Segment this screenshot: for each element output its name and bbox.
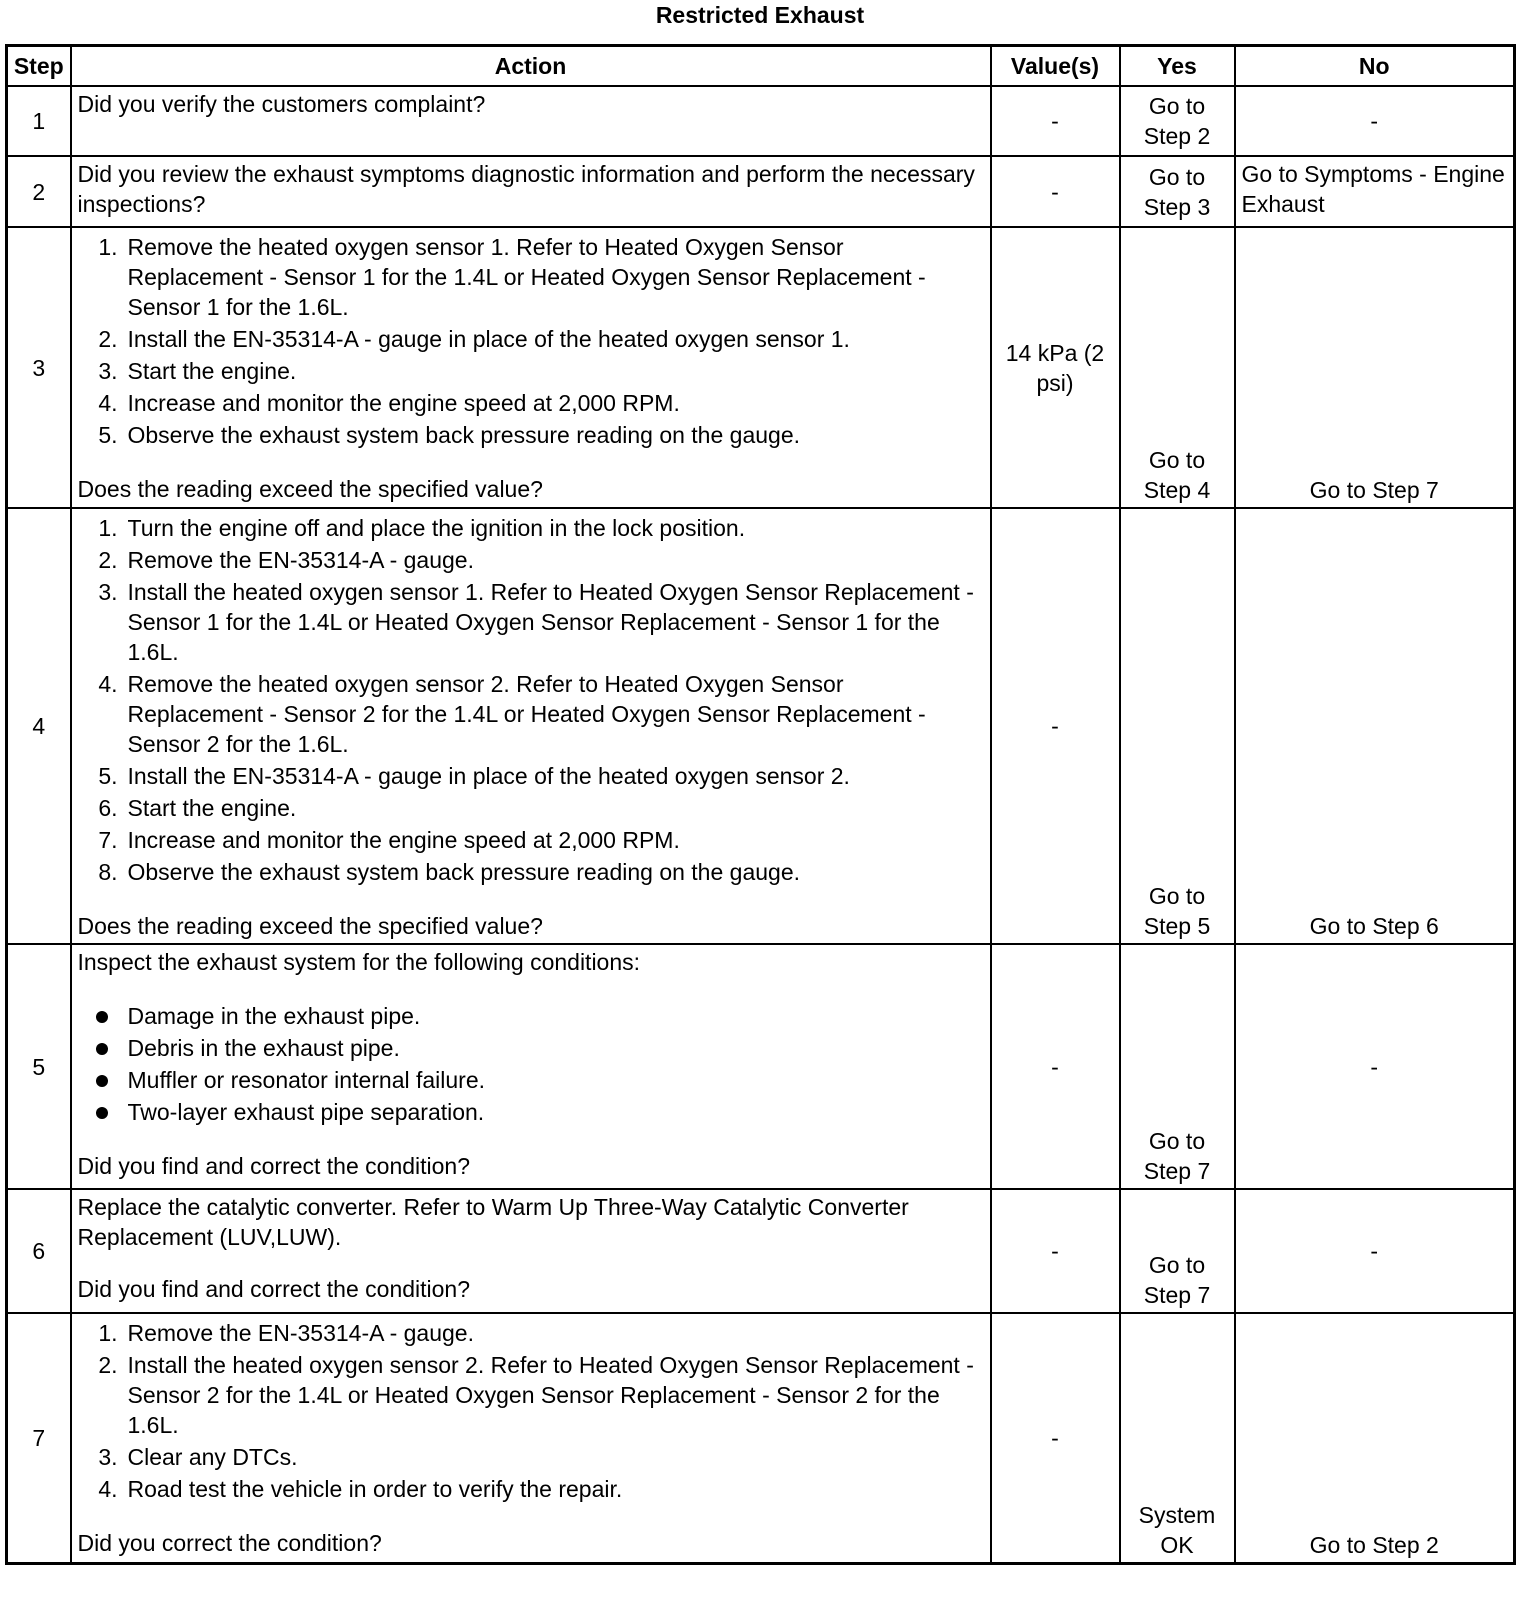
value-cell: - (991, 156, 1120, 227)
header-no: No (1235, 46, 1515, 87)
list-item: 1. Remove the heated oxygen sensor 1. Refer to Heated Oxygen Sensor Replacement - Sensor 1 for the 1.4L or Heated Oxygen Sensor Replacement - Sensor 1 for the 1.6L. (98, 234, 926, 320)
action-question: Did you correct the condition? (77, 1530, 382, 1556)
list-item: Damage in the exhaust pipe. (78, 1001, 984, 1031)
list-item: 5. Install the EN-35314-A - gauge in place of the heated oxygen sensor 2. (98, 763, 850, 789)
condition-list (78, 1001, 984, 1127)
action-question: Did you find and correct the condition? (77, 1153, 471, 1179)
table-row (7, 508, 1515, 944)
yes-cell: Go to Step 2 (1120, 86, 1235, 156)
action-cell (71, 227, 991, 508)
action-steps (78, 513, 984, 887)
page-title: Restricted Exhaust (655, 2, 865, 28)
list-item: 1. Turn the engine off and place the ignition in the lock position. (98, 515, 746, 541)
step-number: 3 (7, 227, 71, 508)
list-item: 3. Clear any DTCs. (98, 1444, 298, 1470)
action-steps (78, 232, 984, 450)
diagnostic-table (5, 44, 1516, 1565)
value-cell: - (991, 1313, 1120, 1563)
no-cell: - (1235, 944, 1515, 1189)
value-cell: 14 kPa (2 psi) (991, 227, 1120, 508)
no-cell: Go to Symptoms - Engine Exhaust (1235, 156, 1515, 227)
table-row (7, 1313, 1515, 1563)
list-item: 2. Remove the EN-35314-A - gauge. (98, 547, 474, 573)
list-item: Muffler or resonator internal failure. (78, 1065, 984, 1095)
list-item: 5. Observe the exhaust system back pressure reading on the gauge. (98, 422, 801, 448)
step-number: 2 (7, 156, 71, 227)
yes-cell: Go to Step 4 (1120, 227, 1235, 508)
no-cell: Go to Step 2 (1235, 1313, 1515, 1563)
header-values: Value(s) (991, 46, 1120, 87)
header-row (7, 46, 1515, 87)
no-cell: - (1235, 1189, 1515, 1313)
list-item: 4. Increase and monitor the engine speed at 2,000 RPM. (98, 390, 680, 416)
list-item: 2. Install the heated oxygen sensor 2. Refer to Heated Oxygen Sensor Replacement - Sensor 2 for the 1.4L or Heated Oxygen Sensor Replacement - Sensor 2 for the 1.6L. (98, 1352, 974, 1438)
action-intro: Inspect the exhaust system for the following conditions: (77, 949, 641, 975)
header-action: Action (71, 46, 991, 87)
action-steps (78, 1318, 984, 1504)
list-item: 1. Remove the EN-35314-A - gauge. (98, 1320, 474, 1346)
action-question: Did you verify the customers complaint? (77, 91, 486, 117)
value-cell: - (991, 944, 1120, 1189)
table-row (7, 1189, 1515, 1313)
action-cell (71, 86, 991, 156)
value-cell: - (991, 1189, 1120, 1313)
yes-cell: Go to Step 5 (1120, 508, 1235, 944)
table-row (7, 944, 1515, 1189)
list-item: Debris in the exhaust pipe. (78, 1033, 984, 1063)
yes-cell: System OK (1120, 1313, 1235, 1563)
list-item: 3. Start the engine. (98, 358, 297, 384)
step-number: 4 (7, 508, 71, 944)
action-cell (71, 944, 991, 1189)
value-cell: - (991, 86, 1120, 156)
header-yes: Yes (1120, 46, 1235, 87)
action-question: Does the reading exceed the specified value? (77, 913, 543, 939)
list-item: 6. Start the engine. (98, 795, 297, 821)
list-item: 2. Install the EN-35314-A - gauge in place of the heated oxygen sensor 1. (98, 326, 850, 352)
action-question: Did you review the exhaust symptoms diagnostic information and perform the necessary inspections? (77, 161, 975, 217)
bullet-icon (96, 1107, 108, 1119)
yes-cell: Go to Step 7 (1120, 944, 1235, 1189)
no-cell: - (1235, 86, 1515, 156)
action-cell (71, 1313, 991, 1563)
action-question: Does the reading exceed the specified value? (77, 476, 543, 502)
header-step: Step (7, 46, 71, 87)
bullet-icon (96, 1075, 108, 1087)
action-intro: Replace the catalytic converter. Refer to Warm Up Three-Way Catalytic Converter Replacement (LUV,LUW). (77, 1194, 909, 1250)
no-cell: Go to Step 7 (1235, 227, 1515, 508)
list-item: 7. Increase and monitor the engine speed at 2,000 RPM. (98, 827, 680, 853)
table-row (7, 227, 1515, 508)
list-item: 4. Road test the vehicle in order to verify the repair. (98, 1476, 623, 1502)
action-cell (71, 508, 991, 944)
list-item: 4. Remove the heated oxygen sensor 2. Refer to Heated Oxygen Sensor Replacement - Sensor 2 for the 1.4L or Heated Oxygen Sensor Replacement - Sensor 2 for the 1.6L. (98, 671, 926, 757)
table-row (7, 86, 1515, 156)
yes-cell: Go to Step 3 (1120, 156, 1235, 227)
action-cell (71, 1189, 991, 1313)
step-number: 7 (7, 1313, 71, 1563)
step-number: 5 (7, 944, 71, 1189)
bullet-icon (96, 1043, 108, 1055)
action-question: Did you find and correct the condition? (77, 1276, 471, 1302)
action-cell (71, 156, 991, 227)
no-cell: Go to Step 6 (1235, 508, 1515, 944)
list-item: Two-layer exhaust pipe separation. (78, 1097, 984, 1127)
bullet-icon (96, 1011, 108, 1023)
value-cell: - (991, 508, 1120, 944)
step-number: 1 (7, 86, 71, 156)
list-item: 8. Observe the exhaust system back pressure reading on the gauge. (98, 859, 801, 885)
step-number: 6 (7, 1189, 71, 1313)
yes-cell: Go to Step 7 (1120, 1189, 1235, 1313)
list-item: 3. Install the heated oxygen sensor 1. Refer to Heated Oxygen Sensor Replacement - Sensor 1 for the 1.4L or Heated Oxygen Sensor Replacement - Sensor 1 for the 1.6L. (98, 579, 974, 665)
table-row (7, 156, 1515, 227)
